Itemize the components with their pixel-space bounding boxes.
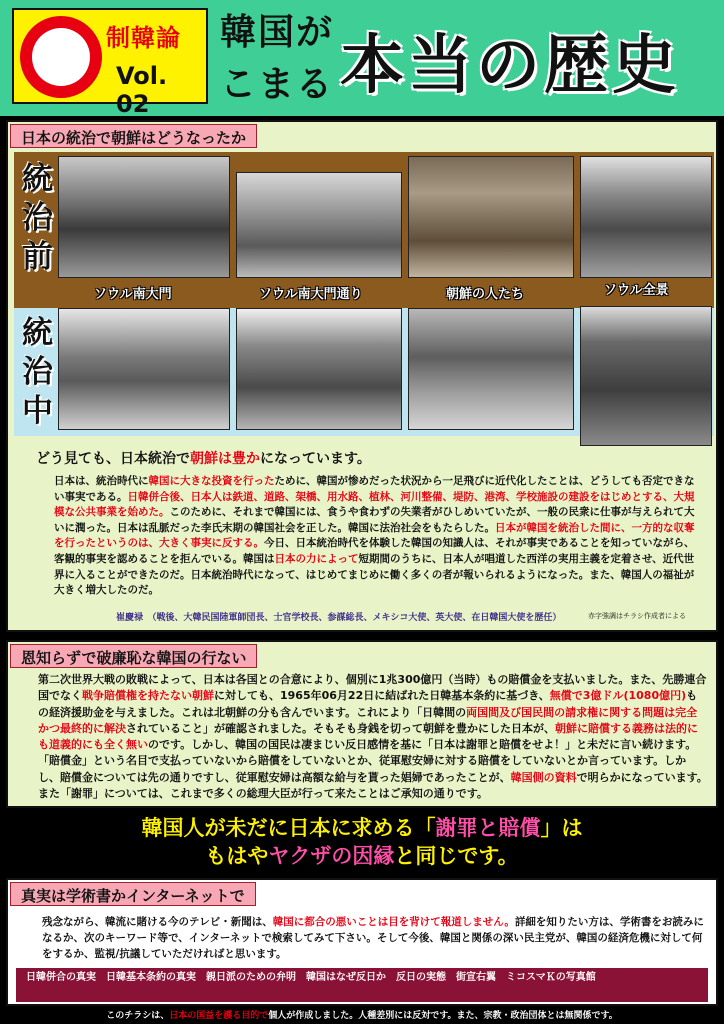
slogan-line2 [0,842,724,870]
section-truth [6,878,718,1006]
caption-4: ソウル全景 [604,283,669,298]
label-before: 統 治 前 [22,161,53,275]
section-title: 日本の統治で朝鮮はどうなったか [10,124,257,148]
body-text: されていること」が確認されました。そもそも身銭を切って朝鮮を豊かにした日本が、 [126,721,555,735]
footer-disclaimer [0,1008,724,1021]
body-text: このために、それまで韓国には、食うや食わずの失業者がひしめいていたが、一般の民衆に仕事が与えられて大いに潤った。日本は乱脈だった李氏末期の韓国社会を正した。韓国に法治社会をもたらした。 [54,506,695,534]
headline-main: 本当の歴史 [340,29,680,103]
header-banner [0,0,724,116]
highlight-text: 日本が韓国を統治した間に、一方的な収奪を行ったというのは、大きく事実に反する。 [54,521,695,550]
photo-row-during [14,308,714,436]
body-text: 短期間のうちに、日本人が唱道した西洋の実用主義を定着させ、近代世界に入ることができたのだ。日本統治時代になって、はじめてまじめに働く多くの者が報いられるようになった。また、韓国人の福祉が大きく増大したのだ。 [54,552,695,597]
quote-body [54,474,704,599]
badge-volume: Vol. 02 [116,62,168,118]
summary-line [36,448,371,468]
section-title: 恩知らずで破廉恥な韓国の行ない [10,644,257,668]
photo-row-before [14,152,714,308]
caption-2: ソウル南大門通り [259,287,363,302]
highlight-text: 両国間及び国民間の請求権に関する問題は完全かつ最終的に解決 [38,705,698,735]
photo-seoul-during [580,306,712,446]
quote-credit: 崔慶禄 （戦後、大韓民国陸軍師団長、士官学校長、参謀総長、メキシコ大使、英大使、在日韓国大使を歴任） [116,613,562,623]
slogan-l1-a: 韓国人が未だに日本に求める「 [141,816,436,840]
body-text: に対しても、1965年06月22日に結ばれた日韓基本条約に基づき、 [214,689,550,703]
section2-body [38,672,708,802]
photo-street-during [236,308,402,430]
highlight-text: 無償で3億ドル(1080億円) [549,689,687,703]
slogan-l1-highlight: 謝罪と賠償 [435,816,541,840]
photo-seoul-panorama [580,156,712,278]
keyword-list: 日韓併合の真実 日韓基本条約の真実 親日派のための弁明 韓国はなぜ反日か 反日の実態 街宣右翼 ミコスマＫの写真館 [16,968,708,1002]
footer-post: 個人が作成しました。人種差別には反対です。また、宗教・政治団体とは無関係です。 [268,1011,618,1021]
photo-namdaemun-during [58,308,230,430]
label-during: 統 治 中 [22,315,53,429]
slogan [0,814,724,870]
emphasis-note: 赤字強調はチラシ作成者による [588,612,686,620]
body-text: 日本は、統治時代に [54,475,149,487]
body-text: 残念ながら、韓流に賭ける今のテレビ・新聞は、 [42,916,273,928]
photo-people-during [408,308,574,430]
photo-korean-people [408,156,574,278]
body-text: 詳細を知りたい方は、学術書をお読みになるか、次のキーワード等で、インターネットで検索してみて下さい。そして今後、韓国と関係の深い民主党が、韓国の経済危機に対して何をするか、監視/抗議していただければと思います。 [42,916,704,960]
headline-line2: こまる [220,64,335,105]
slogan-line1 [0,814,724,842]
body-text: ために、韓国が惨めだった状況から一足飛びに近代化したことは、どうしても否定できない事実である。 [54,475,695,503]
summary-post: になっています。 [260,451,371,467]
highlight-text: 日本の力によって [274,552,359,565]
body-text: のです。しかし、韓国の国民は凄まじい反日感情を基に「日本は謝罪と賠償をせよ！」と未だに言い続けます。「賠償金」という名目で支払っていないから賠償をしていないとか、従軍慰安婦に対する賠償をしていないとか言っています。しかし、賠償金については先の通りですし、従軍慰安婦は高額な給与を貰った娼婦であったことが、 [38,738,697,784]
section-title: 真実は学術書かインターネットで [10,882,256,906]
slogan-l2-a: もはや [205,844,269,868]
footer-pre: このチラシは、 [106,1011,170,1021]
headline-line1: 韓国が [220,12,335,53]
mascot-logo-icon [20,16,102,98]
slogan-l1-b: 」は [540,816,583,840]
highlight-text: 韓国側の資料 [510,770,577,784]
summary-highlight: 朝鮮は豊か [190,451,260,467]
slogan-l2-b: と同じです。 [394,844,519,868]
slogan-l2-highlight: ヤクザの因縁 [268,844,395,868]
photo-namdaemun [58,156,230,278]
section-occupation [6,120,718,632]
body-text: もの経済援助金を与えました。これは北朝鮮の分も含んでいます。これにより「日韓間の [38,689,698,719]
highlight-text: 戦争賠償権を持たない朝鮮 [82,689,214,703]
body-text: 今日、日本統治時代を体験した韓国の知識人は、それが事実であることを知っていながら、客観的事実を認めることを拒んでいる。韓国は [54,537,695,565]
caption-3: 朝鮮の人たち [446,287,525,302]
highlight-text: 韓国に都合の悪いことは目を背けて報道しません。 [272,916,515,928]
body-text: 第二次世界大戦の敗戦によって、日本は各国との合意により、個別に1兆300億円（当時）もの賠償金を支払いました。また、先勝連合国でなく [38,673,707,703]
badge-title: 制韓論 [106,24,181,52]
section3-body [42,914,712,962]
photo-namdaemun-street [236,172,402,278]
highlight-text: 朝鮮に賠償する義務は法的にも道義的にも全く無い [38,721,698,752]
highlight-text: 日韓併合後、日本人は鉄道、道路、架橋、用水路、植林、河川整備、堤防、港湾、学校施設の建設をはじめとする、大規模な公共事業を始めた。 [54,490,695,519]
highlight-text: 韓国に大きな投資を行った [148,475,275,487]
body-text: で明らかになっています。また「謝罪」については、これまで多くの総理大臣が行って来たことはご承知の通りです。 [38,770,708,801]
section-ingratitude [6,640,718,808]
series-badge [12,8,208,118]
footer-highlight: 日本の国益を護る目的で [169,1011,269,1021]
caption-1: ソウル南大門 [94,287,172,302]
summary-pre: どう見ても、日本統治で [36,451,190,467]
